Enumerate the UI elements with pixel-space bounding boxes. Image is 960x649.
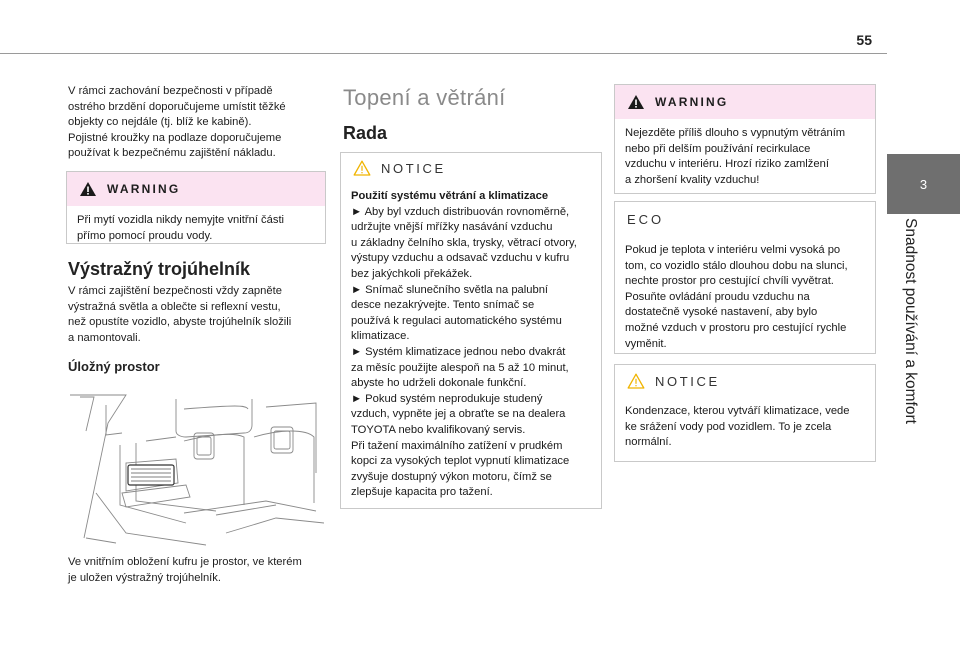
warning-body — [67, 206, 325, 252]
warning-header — [615, 85, 875, 119]
chapter-title-text: Snadnost používání a komfort — [902, 218, 919, 424]
text-line: výstražná světla a oblečte si reflexní vestu, — [68, 300, 281, 313]
warning-label: WARNING — [107, 182, 181, 196]
notice-line: abyste ho udrželi dokonale funkční. — [351, 377, 527, 390]
notice-triangle-icon — [627, 373, 645, 389]
text-line: tom, co vozidlo stálo dlouhou dobu na slunci, — [625, 259, 848, 272]
warning-body — [615, 119, 875, 196]
text-line: Ve vnitřním obložení kufru je prostor, ve kterém — [68, 556, 302, 568]
text-line: Nejezděte příliš dlouho s vypnutým větráním — [625, 127, 846, 139]
notice-line: Při tažení maximálního zatížení v prudkém — [351, 439, 563, 452]
text-line: než opustíte vozidlo, abyste trojúhelník složili — [68, 316, 292, 329]
notice-line: Použití systému větrání a klimatizace — [351, 190, 549, 202]
col1-intro — [68, 84, 318, 162]
notice-line: desce nezakrývejte. Tento snímač se — [351, 299, 535, 312]
eco-box — [614, 201, 876, 354]
text-line: ostrého brzdění doporučujeme umístit těžké — [68, 100, 286, 113]
text-line: Pokud je teplota v interiéru velmi vysoká po — [625, 244, 841, 256]
text-line: Posuňte ovládání proudu vzduchu na — [625, 290, 810, 303]
notice-line: ► Pokud systém neprodukuje studený — [351, 392, 543, 405]
notice-line: výstupy vzduchu a odsavač vzduchu v kufru — [351, 252, 570, 265]
notice-line: za měsíc použijte alespoň na 5 až 10 minut, — [351, 361, 569, 374]
warning-header — [67, 172, 325, 206]
text-line: V rámci zajištění bezpečnosti vždy zapněte — [68, 285, 282, 297]
text-line: Kondenzace, kterou vytváří klimatizace, vede — [625, 405, 850, 417]
notice-line: ► Aby byl vzduch distribuován rovnoměrně, — [351, 205, 570, 218]
eco-body — [615, 236, 875, 360]
notice-line: vzduch, vypněte jej a obraťte se na dealera — [351, 408, 566, 421]
notice-box-condensation — [614, 364, 876, 462]
warning-label: WARNING — [655, 95, 729, 109]
subsection-title: Rada — [343, 123, 388, 143]
notice-line: klimatizace. — [351, 330, 410, 343]
page-number: 55 — [856, 32, 872, 48]
eco-header — [615, 202, 875, 236]
notice-header — [615, 365, 875, 397]
text-line: dostatečně vysoké nastavení, aby bylo — [625, 306, 818, 319]
trunk-caption — [68, 555, 328, 586]
notice-line: zlepšuje kapacita pro tažení. — [351, 486, 493, 499]
text-line: používat k bezpečnému zajištění nákladu. — [68, 147, 276, 160]
warning-box-wash — [66, 171, 326, 244]
text-line: nebo při delším používání recirkulace — [625, 142, 811, 155]
notice-label: NOTICE — [381, 160, 446, 176]
text-line: ke srážení vody pod vozidlem. To je zcela — [625, 420, 832, 433]
notice-triangle-icon — [353, 160, 371, 176]
warning-box-ventilation — [614, 84, 876, 194]
notice-label: NOTICE — [655, 373, 720, 389]
notice-box-ventilation — [340, 152, 602, 509]
notice-body — [341, 183, 601, 509]
trunk-storage-illustration — [66, 393, 324, 548]
text-line: nechte prostor pro cestující chvíli vyvětrat. — [625, 275, 834, 288]
text-line: normální. — [625, 436, 672, 449]
section-title: Topení a větrání — [343, 85, 506, 110]
text-line: vzduchu v interiéru. Hrozí riziko zamlžení — [625, 158, 829, 171]
text-line: přímo pomocí proudu vody. — [77, 229, 213, 242]
triangle-heading: Výstražný trojúhelník — [68, 259, 251, 279]
notice-body — [615, 397, 875, 459]
warning-triangle-icon — [627, 94, 645, 110]
notice-line: kopci za vysokých teplot vypnutí klimatizace — [351, 455, 570, 468]
text-line: je uložen výstražný trojúhelník. — [68, 571, 221, 584]
notice-line: ► Snímač slunečního světla na palubní — [351, 283, 549, 296]
notice-line: používá k regulaci automatického systému — [351, 314, 562, 327]
notice-line: udržujte vnější mřížky nasávání vzduchu — [351, 221, 553, 234]
notice-header — [341, 153, 601, 183]
notice-line: u základny čelního skla, trysky, větrací otvory, — [351, 236, 577, 249]
text-line: možné vzduch v prostoru pro cestující rychle — [625, 321, 847, 334]
text-line: V rámci zachování bezpečnosti v případě — [68, 85, 273, 97]
notice-line: zvyšuje dostupný výkon motoru, čímž se — [351, 470, 552, 483]
triangle-text — [68, 284, 323, 346]
chapter-tab[interactable]: 3 — [887, 154, 960, 214]
notice-line: TOYOTA nebo kvalifikovaný servis. — [351, 423, 526, 436]
warning-triangle-icon — [79, 181, 97, 197]
chapter-title — [895, 218, 935, 638]
text-line: vyměnit. — [625, 337, 667, 350]
text-line: a namontovali. — [68, 331, 141, 344]
eco-label: ECO — [627, 211, 665, 227]
text-line: objekty co nejdále (tj. blíž ke kabině). — [68, 116, 252, 129]
text-line: a zhoršení kvality vzduchu! — [625, 173, 760, 186]
text-line: Pojistné kroužky na podlaze doporučujeme — [68, 131, 282, 144]
header-divider — [0, 53, 887, 54]
notice-line: ► Systém klimatizace jednou nebo dvakrát — [351, 345, 566, 358]
storage-heading: Úložný prostor — [68, 359, 160, 374]
text-line: Při mytí vozidla nikdy nemyjte vnitřní části — [77, 214, 285, 226]
notice-line: bez jakýchkoli překážek. — [351, 267, 473, 280]
